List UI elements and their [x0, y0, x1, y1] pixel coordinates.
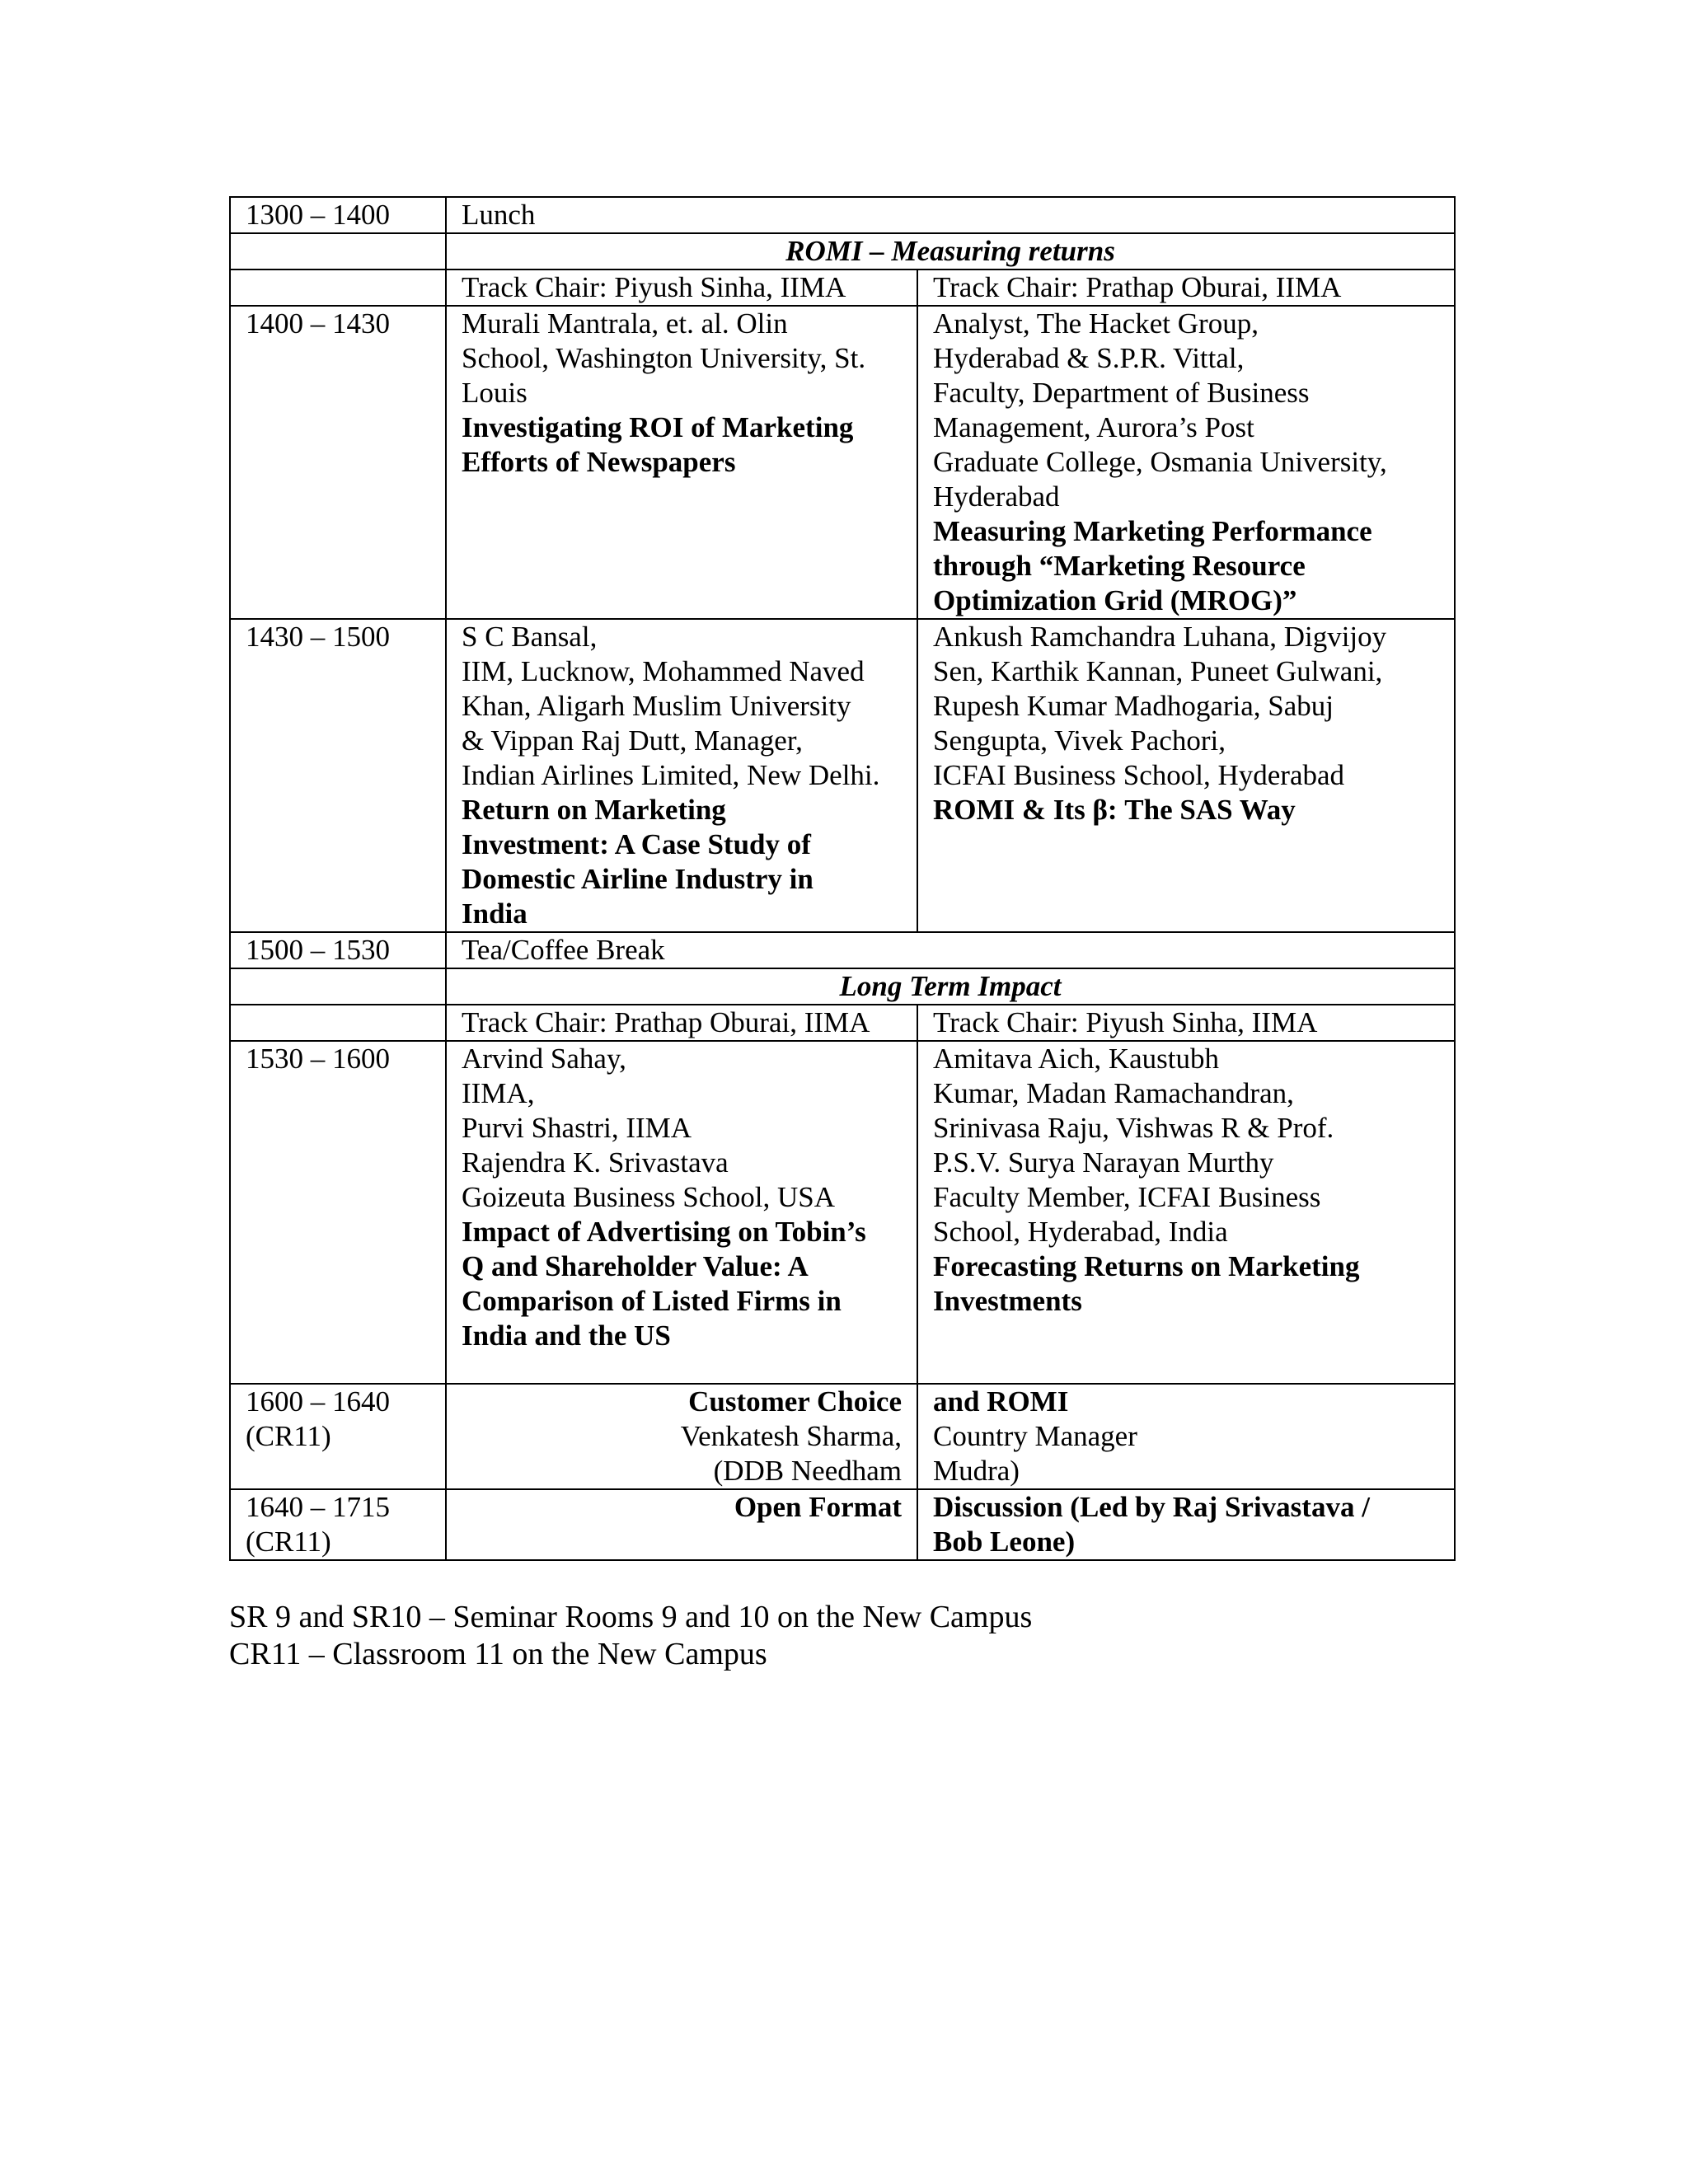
- author-line: Graduate College, Osmania University,: [933, 446, 1387, 478]
- track-chair-cell: Track Chair: Piyush Sinha, IIMA: [446, 269, 917, 306]
- paper-cell: [446, 1041, 917, 1384]
- author-line: Indian Airlines Limited, New Delhi.: [462, 759, 880, 791]
- time-cell: 1430 – 1500: [230, 619, 446, 932]
- time-line: 1600 – 1640: [246, 1385, 390, 1418]
- speaker-line: Country Manager: [933, 1420, 1137, 1452]
- track-chair-cell: Track Chair: Piyush Sinha, IIMA: [917, 1005, 1455, 1041]
- author-line: S C Bansal,: [462, 621, 598, 653]
- paper-title-line: India: [462, 898, 528, 930]
- author-line: Murali Mantrala, et. al. Olin: [462, 307, 788, 340]
- author-line: Louis: [462, 377, 528, 409]
- discussion-title: Open Format: [734, 1491, 902, 1523]
- author-line: IIM, Lucknow, Mohammed Naved: [462, 655, 865, 687]
- table-row: [230, 1041, 1455, 1384]
- speaker-line: Mudra): [933, 1455, 1020, 1487]
- table-row: [230, 1384, 1455, 1489]
- paper-title-line: Domestic Airline Industry in: [462, 863, 814, 895]
- paper-title-line: Impact of Advertising on Tobin’s: [462, 1216, 866, 1248]
- author-line: Faculty Member, ICFAI Business: [933, 1181, 1321, 1213]
- speaker-line: (DDB Needham: [713, 1455, 902, 1487]
- paper-title-line: ROMI & Its β: The SAS Way: [933, 794, 1296, 826]
- footnote: SR 9 and SR10 – Seminar Rooms 9 and 10 on the New Campus: [229, 1600, 1033, 1634]
- paper-title-line: through “Marketing Resource: [933, 550, 1306, 582]
- paper-title-line: Investments: [933, 1285, 1082, 1317]
- table-row: [230, 1005, 1455, 1041]
- session-cell: Lunch: [446, 197, 1455, 233]
- paper-title-line: Optimization Grid (MROG)”: [933, 584, 1297, 616]
- paper-title-line: Q and Shareholder Value: A: [462, 1250, 809, 1282]
- table-row: [230, 968, 1455, 1005]
- paper-title-line: Investigating ROI of Marketing: [462, 411, 854, 443]
- author-line: Purvi Shastri, IIMA: [462, 1112, 692, 1144]
- paper-title-line: Efforts of Newspapers: [462, 446, 736, 478]
- time-cell: [230, 1005, 446, 1041]
- paper-cell: [446, 619, 917, 932]
- author-line: Sengupta, Vivek Pachori,: [933, 724, 1226, 757]
- time-cell: [230, 269, 446, 306]
- time-cell: 1400 – 1430: [230, 306, 446, 619]
- author-line: Hyderabad & S.P.R. Vittal,: [933, 342, 1245, 374]
- track-chair-cell: Track Chair: Prathap Oburai, IIMA: [446, 1005, 917, 1041]
- footnotes: [229, 1599, 1454, 1673]
- paper-title-line: Investment: A Case Study of: [462, 828, 811, 860]
- time-cell: 1500 – 1530: [230, 932, 446, 968]
- author-line: Goizeuta Business School, USA: [462, 1181, 836, 1213]
- paper-cell: [917, 619, 1455, 932]
- author-line: Arvind Sahay,: [462, 1043, 626, 1075]
- discussion-line: Bob Leone): [933, 1526, 1076, 1558]
- table-row: [230, 197, 1455, 233]
- author-line: ICFAI Business School, Hyderabad: [933, 759, 1345, 791]
- table-row: [230, 233, 1455, 269]
- room-line: (CR11): [246, 1420, 331, 1452]
- time-cell: [230, 968, 446, 1005]
- table-row: [230, 306, 1455, 619]
- keynote-cell: [917, 1384, 1455, 1489]
- time-cell: [230, 233, 446, 269]
- author-line: Rajendra K. Srivastava: [462, 1146, 729, 1179]
- paper-title-line: Return on Marketing: [462, 794, 726, 826]
- section-heading: Long Term Impact: [446, 968, 1455, 1005]
- time-cell: 1530 – 1600: [230, 1041, 446, 1384]
- author-line: Ankush Ramchandra Luhana, Digvijoy: [933, 621, 1387, 653]
- speaker-line: Venkatesh Sharma,: [680, 1420, 902, 1452]
- author-line: & Vippan Raj Dutt, Manager,: [462, 724, 803, 757]
- author-line: Analyst, The Hacket Group,: [933, 307, 1259, 340]
- paper-title-line: Comparison of Listed Firms in: [462, 1285, 842, 1317]
- paper-title-line: India and the US: [462, 1319, 671, 1352]
- author-line: School, Hyderabad, India: [933, 1216, 1228, 1248]
- keynote-title: and ROMI: [933, 1385, 1069, 1418]
- author-line: School, Washington University, St.: [462, 342, 866, 374]
- paper-cell: [446, 306, 917, 619]
- author-line: Hyderabad: [933, 480, 1060, 513]
- discussion-cell: [446, 1489, 917, 1560]
- paper-title-line: Forecasting Returns on Marketing: [933, 1250, 1360, 1282]
- time-cell: 1300 – 1400: [230, 197, 446, 233]
- author-line: P.S.V. Surya Narayan Murthy: [933, 1146, 1274, 1179]
- schedule-table: [229, 196, 1456, 1561]
- discussion-cell: [917, 1489, 1455, 1560]
- keynote-cell: [446, 1384, 917, 1489]
- paper-cell: [917, 1041, 1455, 1384]
- track-chair-cell: Track Chair: Prathap Oburai, IIMA: [917, 269, 1455, 306]
- discussion-line: Discussion (Led by Raj Srivastava /: [933, 1491, 1370, 1523]
- footnote: CR11 – Classroom 11 on the New Campus: [229, 1637, 767, 1671]
- paper-title-line: Measuring Marketing Performance: [933, 515, 1372, 547]
- time-cell: [230, 1489, 446, 1560]
- time-cell: [230, 1384, 446, 1489]
- author-line: Faculty, Department of Business: [933, 377, 1310, 409]
- table-row: [230, 269, 1455, 306]
- author-line: Khan, Aligarh Muslim University: [462, 690, 851, 722]
- paper-cell: [917, 306, 1455, 619]
- author-line: IIMA,: [462, 1077, 535, 1109]
- author-line: Management, Aurora’s Post: [933, 411, 1254, 443]
- room-line: (CR11): [246, 1526, 331, 1558]
- author-line: Amitava Aich, Kaustubh: [933, 1043, 1220, 1075]
- table-row: [230, 619, 1455, 932]
- author-line: Sen, Karthik Kannan, Puneet Gulwani,: [933, 655, 1383, 687]
- table-row: [230, 932, 1455, 968]
- time-line: 1640 – 1715: [246, 1491, 390, 1523]
- keynote-title: Customer Choice: [688, 1385, 902, 1418]
- author-line: Kumar, Madan Ramachandran,: [933, 1077, 1294, 1109]
- document-page: [229, 196, 1454, 1673]
- section-heading: ROMI – Measuring returns: [446, 233, 1455, 269]
- author-line: Srinivasa Raju, Vishwas R & Prof.: [933, 1112, 1334, 1144]
- author-line: Rupesh Kumar Madhogaria, Sabuj: [933, 690, 1334, 722]
- session-cell: Tea/Coffee Break: [446, 932, 1455, 968]
- table-row: [230, 1489, 1455, 1560]
